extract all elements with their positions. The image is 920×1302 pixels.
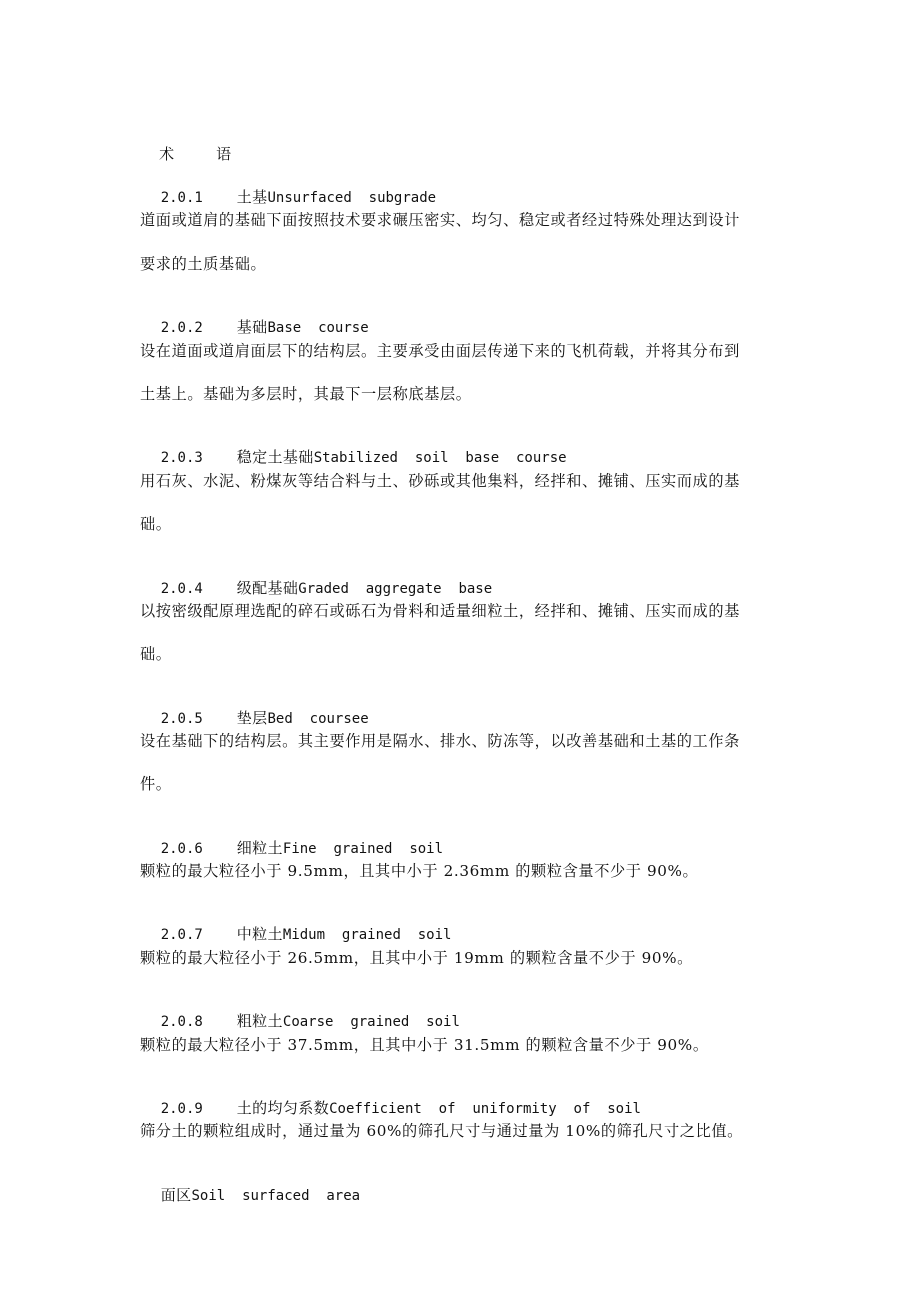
term-chinese: 面区 xyxy=(160,1186,192,1204)
term-number: 2.0.5 xyxy=(160,711,203,727)
heading-char-2: 语 xyxy=(216,145,232,163)
term-english: Bed coursee xyxy=(267,711,369,727)
term-number: 2.0.4 xyxy=(160,581,203,597)
definition-line: 颗粒的最大粒径小于 9.5mm，且其中小于 2.36mm 的颗粒含量不少于 90%。 xyxy=(140,862,699,880)
term-chinese: 中粒土 xyxy=(236,925,283,943)
definition-line: 筛分土的颗粒组成时，通过量为 60%的筛孔尺寸与通过量为 10%的筛孔尺寸之比值。 xyxy=(140,1122,743,1140)
term-chinese: 基础 xyxy=(236,318,268,336)
heading-char-1: 术 xyxy=(159,145,175,163)
term-english: Graded aggregate base xyxy=(298,581,493,597)
term-english: Base course xyxy=(267,320,369,336)
term-number: 2.0.9 xyxy=(160,1101,203,1117)
term-english: Soil surfaced area xyxy=(191,1188,361,1204)
term-soil-surfaced-area xyxy=(140,1165,360,1226)
definition-line: 用石灰、水泥、粉煤灰等结合料与土、砂砾或其他集料，经拌和、摊铺、压实而成的基 xyxy=(140,472,740,490)
definition-line: 要求的土质基础。 xyxy=(140,255,267,273)
definition-line: 道面或道肩的基础下面按照技术要求碾压密实、均匀、稳定或者经过特殊处理达到设计 xyxy=(140,211,740,229)
term-english: Fine grained soil xyxy=(282,841,444,857)
term-chinese: 垫层 xyxy=(236,709,268,727)
definition-line: 础。 xyxy=(140,515,172,533)
definition-line: 件。 xyxy=(140,775,172,793)
term-chinese: 粗粒土 xyxy=(236,1012,283,1030)
term-number: 2.0.3 xyxy=(160,450,203,466)
definition-line: 设在道面或道肩面层下的结构层。主要承受由面层传递下来的飞机荷载，并将其分布到 xyxy=(140,342,740,360)
term-number: 2.0.8 xyxy=(160,1014,203,1030)
term-number: 2.0.2 xyxy=(160,320,203,336)
term-number: 2.0.1 xyxy=(160,190,203,206)
term-chinese: 土基 xyxy=(236,188,268,206)
term-chinese: 细粒土 xyxy=(236,839,283,857)
definition-line: 颗粒的最大粒径小于 26.5mm，且其中小于 19mm 的颗粒含量不少于 90%。 xyxy=(140,949,693,967)
definition-line: 颗粒的最大粒径小于 37.5mm，且其中小于 31.5mm 的颗粒含量不少于 90%。 xyxy=(140,1036,709,1054)
term-english: Stabilized soil base course xyxy=(313,450,567,466)
term-english: Coefficient of uniformity of soil xyxy=(329,1101,641,1117)
term-number: 2.0.6 xyxy=(160,841,203,857)
term-english: Unsurfaced subgrade xyxy=(267,190,437,206)
definition-line: 土基上。基础为多层时，其最下一层称底基层。 xyxy=(140,385,472,403)
definition-line: 础。 xyxy=(140,645,172,663)
term-chinese: 级配基础 xyxy=(236,579,299,597)
definition-line: 设在基础下的结构层。其主要作用是隔水、排水、防冻等，以改善基础和土基的工作条 xyxy=(140,732,740,750)
term-english: Midum grained soil xyxy=(282,927,452,943)
term-chinese: 稳定土基础 xyxy=(236,448,314,466)
term-number: 2.0.7 xyxy=(160,927,203,943)
term-english: Coarse grained soil xyxy=(282,1014,460,1030)
definition-line: 以按密级配原理选配的碎石或砾石为骨料和适量细粒土，经拌和、摊铺、压实而成的基 xyxy=(140,602,740,620)
term-chinese: 土的均匀系数 xyxy=(236,1099,330,1117)
